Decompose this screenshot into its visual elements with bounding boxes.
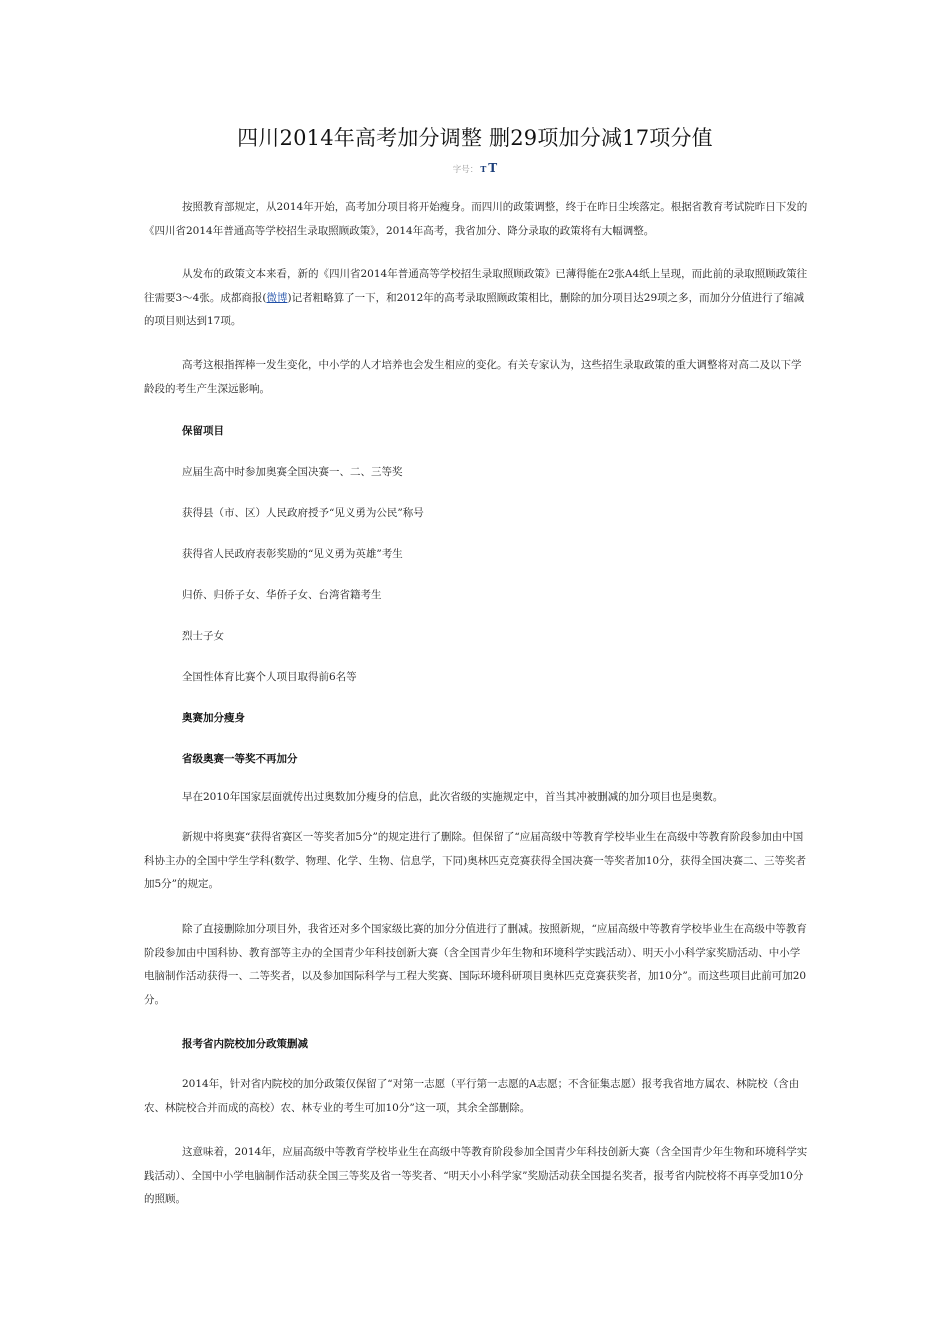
paragraph-text: 从发布的政策文本来看，新的《四川省2014年普通高等学校招生录取照顾政策》已薄得能在2张A4纸上呈现，而此前的录取照顾政策往往需要3～4张。成都商报( (144, 268, 808, 304)
heading-provincial-olympiad: 省级奥赛一等奖不再加分 (182, 753, 298, 765)
paragraph-intro: 按照教育部规定，从2014年开始，高考加分项目将开始瘦身。而四川的政策调整，终于在昨日尘埃落定。根据省教育考试院昨日下发的《四川省2014年普通高等学校招生录取照顾政策》，2014年高考，我省加分、降分录取的政策将有大幅调整。 (144, 201, 808, 237)
font-large-button[interactable]: T (488, 161, 498, 175)
paragraph-score-reduction: 除了直接删除加分项目外，我省还对多个国家级比赛的加分分值进行了删减。按照新规，“应届高级中等教育学校毕业生在高级中等教育阶段参加由中国科协、教育部等主办的全国青少年科技创新大赛（含全国青少年生物和环境科学实践活动）、明天小小科学家奖励活动、中小学电脑制作活动获得一、二等奖者，以及参加国际科学与工程大奖赛、国际环境科研项目奥林匹克竞赛获奖者，加10分”。而这些项目此前可加20分。 (144, 923, 807, 1006)
paragraph-text: )记者粗略算了一下，和2012年的高考录取照顾政策相比，删除的加分项目达29项之多，而加分分值进行了缩减的项目则达到17项。 (144, 291, 805, 327)
paragraph-expert-view: 高考这根指挥棒一发生变化，中小学的人才培养也会发生相应的变化。有关专家认为，这些招生录取政策的重大调整将对高二及以下学龄段的考生产生深远影响。 (144, 359, 802, 395)
paragraph-new-rules: 新规中将奥赛“获得省赛区一等奖者加5分”的规定进行了删除。但保留了“应届高级中等教育学校毕业生在高级中等教育阶段参加由中国科协主办的全国中学生学科(数学、物理、化学、生物、信息学，下同)奥林匹克竞赛获得全国决赛一等奖者加10分，获得全国决赛二、三等奖者加5分”的规定。 (144, 831, 807, 890)
weibo-link[interactable]: 微博 (266, 291, 288, 304)
font-size-label: 字号： (452, 165, 479, 175)
paragraph-implication: 这意味着，2014年，应届高级中等教育学校毕业生在高级中等教育阶段参加全国青少年科技创新大赛（含全国青少年生物和环境科学实践活动）、全国中小学电脑制作活动获全国三等奖及省一等奖者、“明天小小科学家”奖励活动获全国提名奖者，报考省内院校将不再享受加10分的照顾。 (144, 1146, 808, 1205)
font-size-control (0, 161, 950, 175)
list-item: 应届生高中时参加奥赛全国决赛一、二、三等奖 (182, 466, 403, 478)
article-title: 四川2014年高考加分调整 删29项加分减17项分值 (237, 126, 713, 150)
paragraph-in-province-policy: 2014年，针对省内院校的加分政策仅保留了“对第一志愿（平行第一志愿的A志愿；不含征集志愿）报考我省地方属农、林院校（含由农、林院校合并而成的高校）农、林专业的考生可加10分”这一项，其余全部删除。 (144, 1078, 800, 1114)
heading-retained-items: 保留项目 (182, 425, 224, 437)
font-small-button[interactable]: T (480, 164, 487, 174)
list-item: 烈士子女 (182, 630, 224, 642)
list-item: 归侨、归侨子女、华侨子女、台湾省籍考生 (182, 589, 382, 601)
list-item: 获得省人民政府表彰奖励的“见义勇为英雄”考生 (182, 548, 403, 560)
paragraph-policy-text (144, 263, 808, 334)
paragraph-olympiad-history: 早在2010年国家层面就传出过奥数加分瘦身的信息，此次省级的实施规定中，首当其冲被删减的加分项目也是奥数。 (182, 791, 724, 803)
heading-in-province: 报考省内院校加分政策删减 (182, 1038, 308, 1050)
heading-olympiad: 奥赛加分瘦身 (182, 712, 245, 724)
list-item: 获得县（市、区）人民政府授予“见义勇为公民”称号 (182, 507, 424, 519)
list-item: 全国性体育比赛个人项目取得前6名等 (182, 671, 357, 683)
